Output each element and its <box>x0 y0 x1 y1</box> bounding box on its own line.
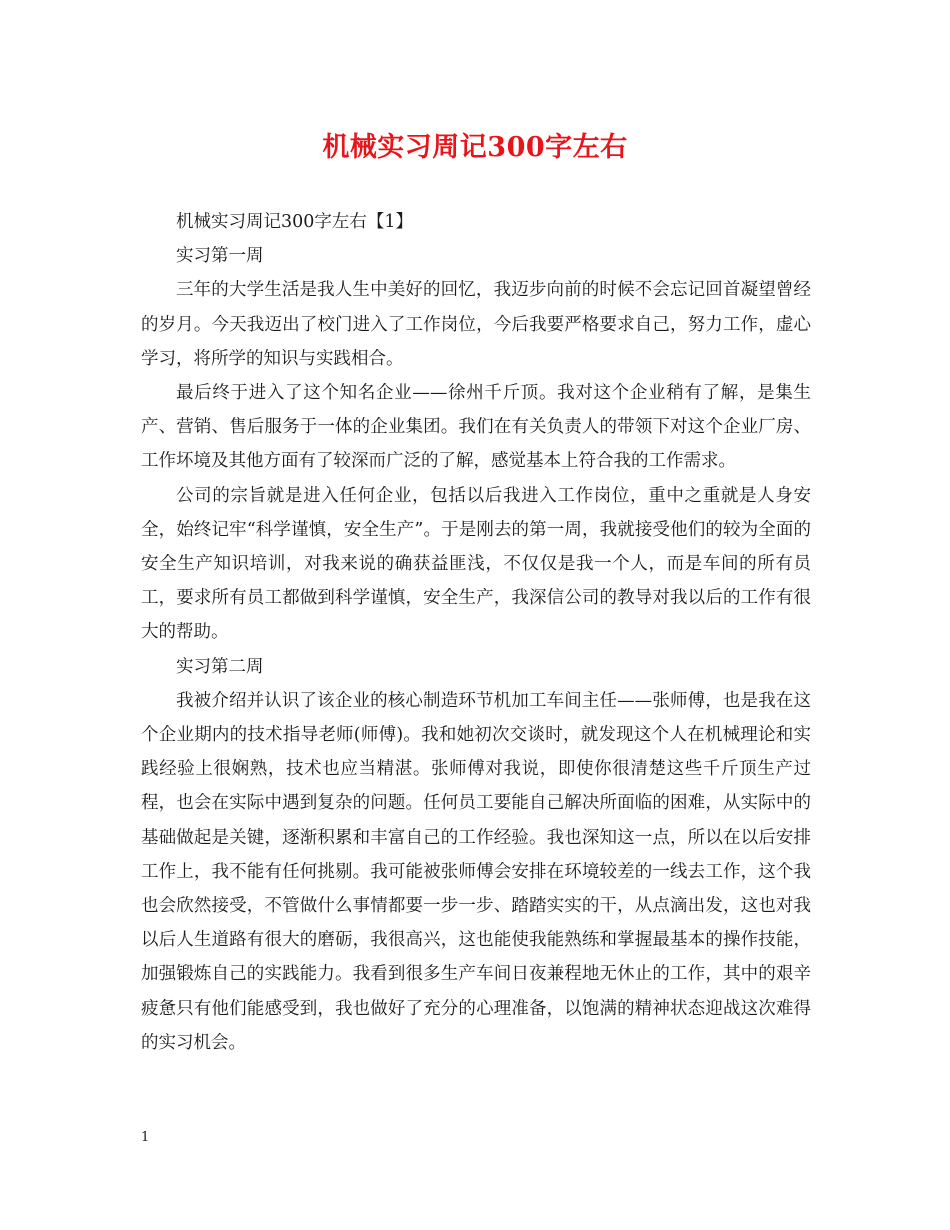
paragraph: 三年的大学生活是我人生中美好的回忆，我迈步向前的时候不会忘记回首凝望曾经的岁月。今天我迈出了校门进入了工作岗位，今后我要严格要求自己，努力工作，虚心学习，将所学的知识与实践相合。 <box>141 280 811 369</box>
paragraph: 我被介绍并认识了该企业的核心制造环节机加工车间主任——张师傅，也是我在这个企业期内的技术指导老师(师傅)。我和她初次交谈时，就发现这个人在机械理论和实践经验上很娴熟，技术也应当精湛。张师傅对我说，即使你很清楚这些千斤顶生产过程，也会在实际中遇到复杂的问题。任何员工要能自己解决所面临的困难，从实际中的基础做起是关键，逐渐积累和丰富自己的工作经验。我也深知这一点，所以在以后安排工作上，我不能有任何挑剔。我可能被张师傅会安排在环境较差的一线去工作，这个我也会欣然接受，不管做什么事情都要一步一步、踏踏实实的干，从点滴出发，这也对我以后人生道路有很大的磨砺，我很高兴，这也能使我能熟练和掌握最基本的操作技能，加强锻炼自己的实践能力。我看到很多生产车间日夜兼程地无休止的工作，其中的艰辛疲惫只有他们能感受到，我也做好了充分的心理准备，以饱满的精神状态迎战这次难得的实习机会。 <box>141 690 811 1053</box>
paragraph: 最后终于进入了这个知名企业——徐州千斤顶。我对这个企业稍有了解，是集生产、营销、售后服务于一体的企业集团。我们在有关负责人的带领下对这个企业厂房、工作坏境及其他方面有了较深而广泛的了解，感觉基本上符合我的工作需求。 <box>141 383 811 472</box>
section-heading: 机械实习周记300字左右【1】 <box>176 212 414 232</box>
page-number: 1 <box>141 1130 150 1145</box>
week-heading-1: 实习第一周 <box>176 246 264 267</box>
week-heading-2: 实习第二周 <box>176 656 264 677</box>
document-body <box>141 205 811 1060</box>
document-title: 机械实习周记300字左右 <box>322 132 628 163</box>
paragraph: 公司的宗旨就是进入任何企业，包括以后我进入工作岗位，重中之重就是人身安全，始终记牢“科学谨慎，安全生产”。于是刚去的第一周，我就接受他们的较为全面的安全生产知识培训，对我来说的确获益匪浅，不仅仅是我一个人，而是车间的所有员工，要求所有员工都做到科学谨慎，安全生产，我深信公司的教导对我以后的工作有很大的帮助。 <box>141 485 811 643</box>
